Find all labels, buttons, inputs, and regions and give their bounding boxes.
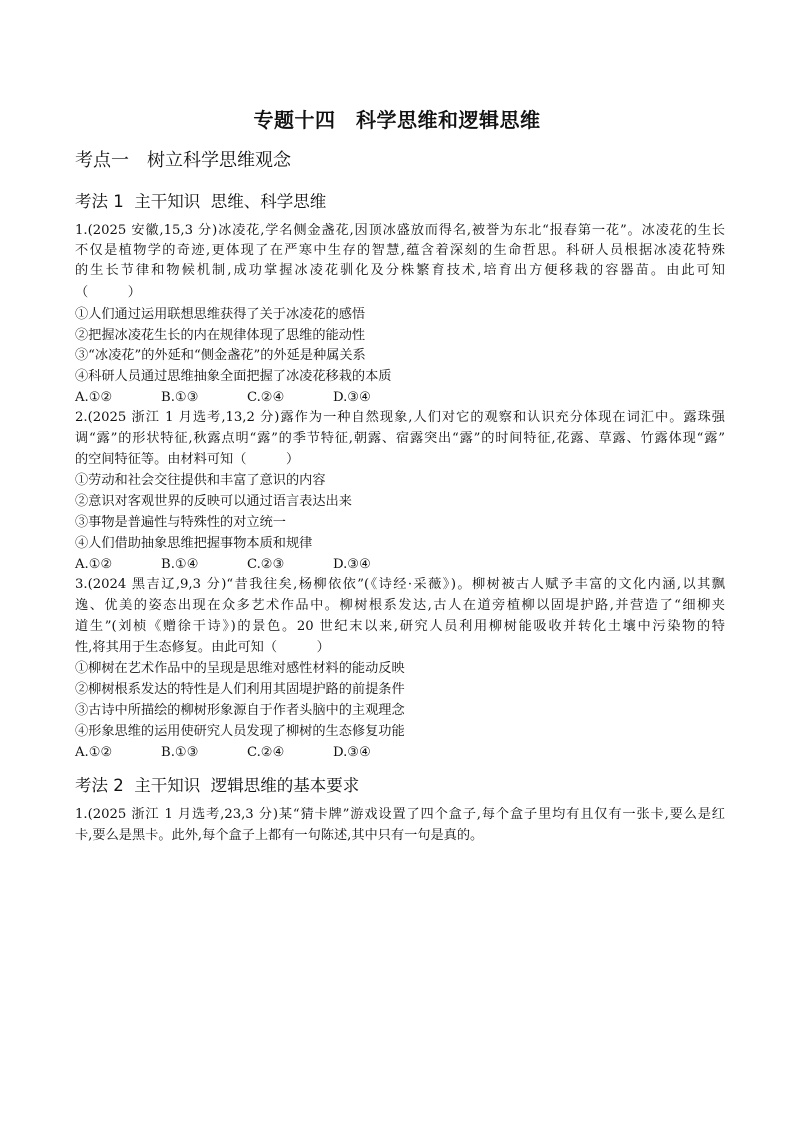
statement: ④人们借助抽象思维把握事物本质和规律: [75, 536, 313, 551]
option-c[interactable]: C.②④: [247, 745, 285, 760]
option-d[interactable]: D.③④: [333, 390, 371, 405]
option-b[interactable]: B.①③: [161, 390, 199, 405]
option-c[interactable]: C.②④: [247, 390, 285, 405]
option-a[interactable]: A.①②: [75, 557, 113, 572]
section-heading: 考点一 树立科学思维观念: [75, 150, 291, 171]
question-3-line: 性,将其用于生态修复。由此可知（ ）: [75, 640, 330, 655]
option-a[interactable]: A.①②: [75, 390, 113, 405]
question-1-line: 不仅是植物学的奇迹,更体现了在严寒中生存的智慧,蕴含着深刻的生命哲思。科研人员根据冰凌花特殊: [75, 243, 725, 258]
answer-bracket: （ ）: [75, 285, 141, 300]
question-1-line: 的生长节律和物候机制,成功掌握冰凌花驯化及分株繁育技术,培育出方便移栽的容器苗。由此可知: [75, 263, 725, 278]
option-b[interactable]: B.①④: [161, 557, 199, 572]
question-3-line: 逸、优美的姿态出现在众多艺术作品中。柳树根系发达,古人在道旁植柳以固堤护路,并营造了“细柳夹: [75, 598, 725, 613]
option-b[interactable]: B.①③: [161, 745, 199, 760]
question-line: 卡,要么是黑卡。此外,每个盒子上都有一句陈述,其中只有一句是真的。: [75, 828, 484, 843]
statement: ②把握冰凌花生长的内在规律体现了思维的能动性: [75, 328, 366, 343]
option-c[interactable]: C.②③: [247, 557, 285, 572]
statement: ①人们通过运用联想思维获得了关于冰凌花的感悟: [75, 307, 366, 322]
statement: ④科研人员通过思维抽象全面把握了冰凌花移栽的本质: [75, 369, 392, 384]
page-title: 专题十四 科学思维和逻辑思维: [253, 108, 541, 132]
statement: ③古诗中所描绘的柳树形象源自于作者头脑中的主观理念: [75, 703, 405, 718]
statement: ①劳动和社会交往提供和丰富了意识的内容: [75, 473, 326, 488]
statement: ②意识对客观世界的反映可以通过语言表达出来: [75, 494, 352, 509]
options-row: [75, 555, 419, 575]
question-3-line: 3.(2024 黑吉辽,9,3 分)“昔我往矣,杨柳依依”(《诗经·采薇》)。柳树被古人赋予丰富的文化内涵,以其飘: [75, 577, 725, 592]
question-3-line: 道生”(刘桢《赠徐干诗》)的景色。20 世纪末以来,研究人员利用柳树能吸收并转化土壤中污染物的特: [75, 619, 725, 634]
option-a[interactable]: A.①②: [75, 745, 113, 760]
statement: ①柳树在艺术作品中的呈现是思维对感性材料的能动反映: [75, 661, 405, 676]
question-2-line: 的空间特征等。由材料可知（ ）: [75, 452, 300, 467]
question-line: 1.(2025 浙江 1 月选考,23,3 分)某“猜卡牌”游戏设置了四个盒子,每个盒子里均有且仅有一张卡,要么是红: [75, 807, 725, 822]
statement: ④形象思维的运用使研究人员发现了柳树的生态修复功能: [75, 724, 405, 739]
option-d[interactable]: D.③④: [333, 745, 371, 760]
statement: ③事物是普遍性与特殊性的对立统一: [75, 515, 286, 530]
statement: ③“冰凌花”的外延和“侧金盏花”的外延是种属关系: [75, 348, 366, 363]
method-heading: 考法 1 主干知识 思维、科学思维: [75, 192, 327, 211]
options-row: [75, 388, 419, 408]
question-2-line: 2.(2025 浙江 1 月选考,13,2 分)露作为一种自然现象,人们对它的观察和认识充分体现在词汇中。露珠强: [75, 410, 725, 425]
question-2-line: 调“露”的形状特征,秋露点明“露”的季节特征,朝露、宿露突出“露”的时间特征,花露、草露、竹露体现“露”: [75, 431, 725, 446]
method-heading: 考法 2 主干知识 逻辑思维的基本要求: [75, 776, 360, 795]
option-d[interactable]: D.③④: [333, 557, 371, 572]
statement: ②柳树根系发达的特性是人们利用其固堤护路的前提条件: [75, 682, 405, 697]
question-1-line: 1.(2025 安徽,15,3 分)冰凌花,学名侧金盏花,因顶冰盛放而得名,被誉为东北“报春第一花”。冰凌花的生长: [75, 223, 725, 238]
options-row: [75, 743, 419, 763]
